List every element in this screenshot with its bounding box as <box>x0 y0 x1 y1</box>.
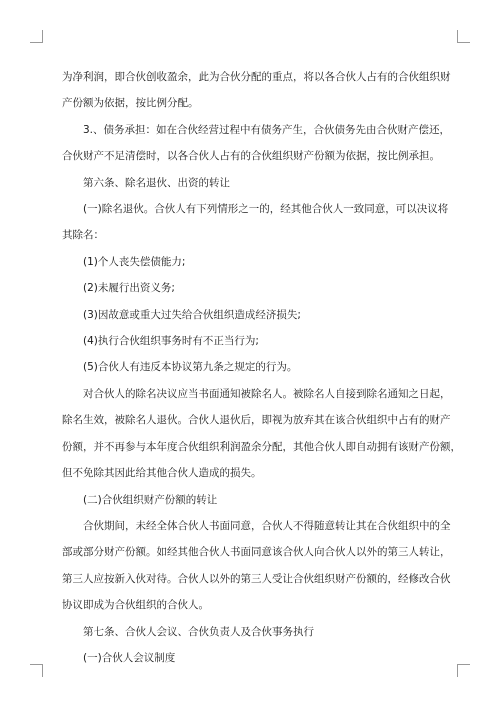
text-line: 第三人应按新入伙对待。合伙人以外的第三人受让合伙组织财产份额的，经修改合伙 <box>62 572 451 585</box>
text-line: (1)个人丧失偿债能力; <box>83 255 186 268</box>
text-line: 合伙财产不足清偿时，以各合伙人占有的合伙组织财产份额为依据，按比例承担。 <box>62 150 440 163</box>
text-line: 第七条、合伙人会议、合伙负责人及合伙事务执行 <box>83 625 314 638</box>
text-line: 其除名： <box>62 229 104 242</box>
text-line: (5)合伙人有违反本协议第九条之规定的行为。 <box>83 361 298 374</box>
text-line: 协议即成为合伙组织的合伙人。 <box>62 599 209 612</box>
crop-mark-top-left <box>30 30 43 43</box>
text-line: (3)因故意或重大过失给合伙组织造成经济损失; <box>83 308 301 321</box>
text-line: (二)合伙组织财产份额的转让 <box>83 493 218 506</box>
text-line: 第六条、除名退伙、出资的转让 <box>83 176 230 189</box>
text-line: 份额，并不再参与本年度合伙组织利润盈余分配，其他合伙人即自动拥有该财产份额， <box>62 440 461 453</box>
text-line: 为净利润，即合伙创收盈余，此为合伙分配的重点，将以各合伙人占有的合伙组织财 <box>62 71 451 83</box>
document-body <box>62 64 461 671</box>
text-line: 部或部分财产份额。如经其他合伙人书面同意该合伙人向合伙人以外的第三人转让， <box>62 546 451 559</box>
text-line: (2)未履行出资义务; <box>83 282 175 295</box>
crop-mark-top-right <box>457 30 470 43</box>
text-line: 产份额为依据，按比例分配。 <box>62 97 199 110</box>
text-line: (一)合伙人会议制度 <box>83 651 176 664</box>
crop-mark-bottom-left <box>30 664 43 677</box>
text-line: 但不免除其因此给其他合伙人造成的损失。 <box>62 467 262 480</box>
text-line: 3.、债务承担：如在合伙经营过程中有债务产生，合伙债务先由合伙财产偿还， <box>83 123 451 136</box>
text-line: 合伙期间，未经全体合伙人书面同意，合伙人不得随意转让其在合伙组织中的全 <box>83 519 451 532</box>
crop-mark-bottom-right <box>457 664 470 677</box>
text-line: 对合伙人的除名决议应当书面通知被除名人。被除名人自接到除名通知之日起， <box>83 387 451 400</box>
text-line: (4)执行合伙组织事务时有不正当行为; <box>83 335 259 348</box>
text-line: 除名生效，被除名人退伙。合伙人退伙后，即视为放弃其在该合伙组织中占有的财产 <box>62 414 451 427</box>
text-line: (一)除名退伙。合伙人有下列情形之一的，经其他合伙人一致同意，可以决议将 <box>83 203 449 216</box>
